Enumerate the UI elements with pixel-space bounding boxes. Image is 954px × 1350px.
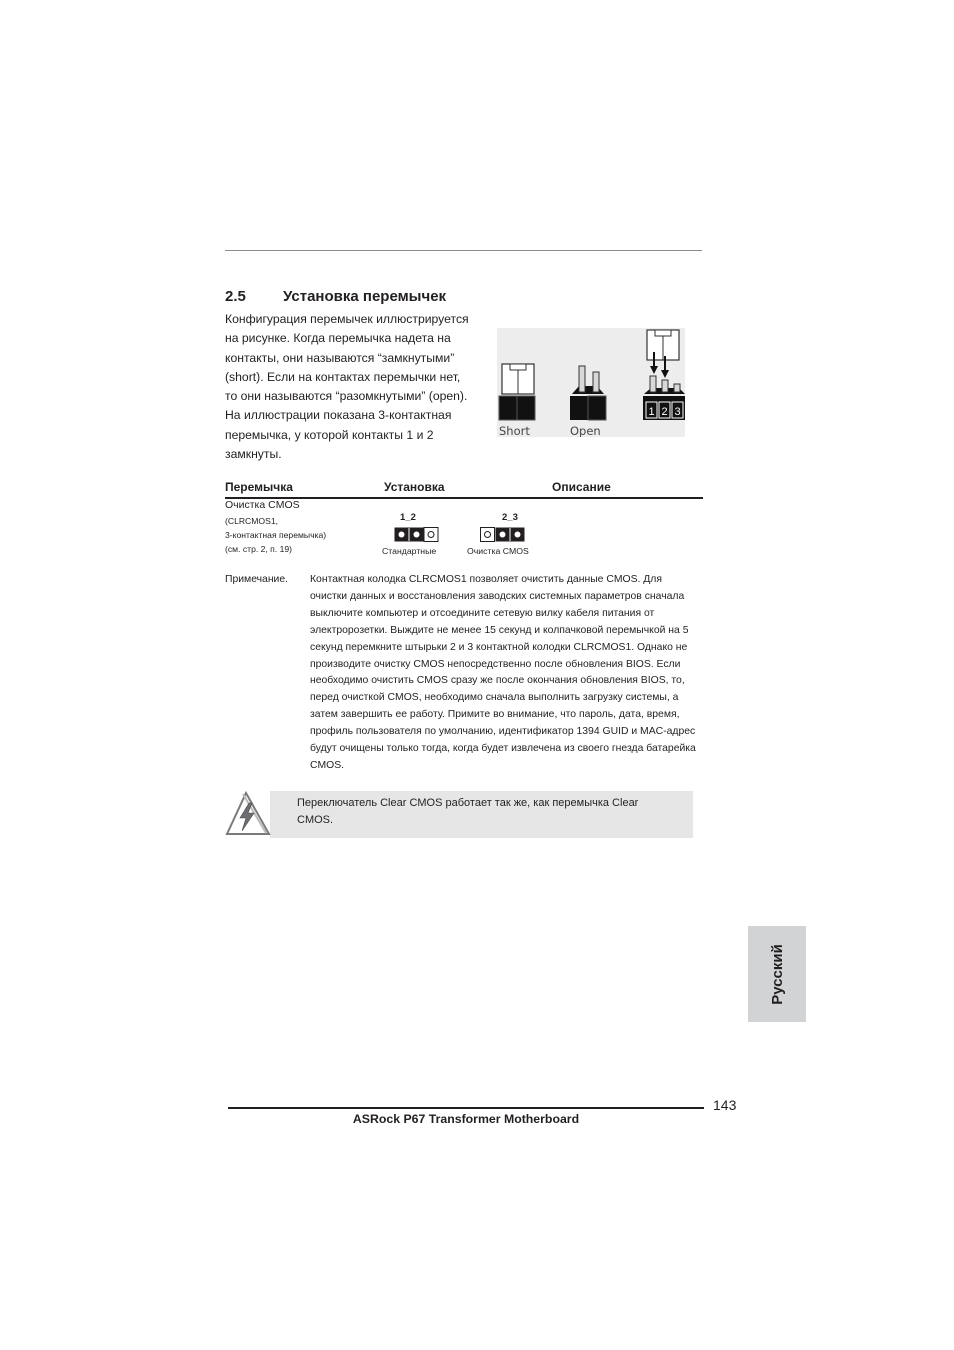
table-header-setting: Установка — [384, 480, 445, 494]
note-text — [310, 572, 703, 775]
language-tab-label-wrapper — [748, 926, 806, 1022]
section-heading — [225, 288, 446, 305]
jumper-name: Очистка CMOS — [225, 499, 300, 511]
intro-line: замкнуты. — [225, 447, 282, 462]
intro-line: Конфигурация перемычек иллюстрируется — [225, 312, 469, 326]
intro-line: перемычка, у которой контакты 1 и 2 — [225, 427, 434, 442]
intro-line: (short). Если на контактах перемычки нет, — [225, 369, 461, 384]
section-title: Установка перемычек — [283, 288, 447, 305]
lightning-warning-icon — [225, 791, 271, 842]
default-pin-header-icon — [394, 527, 439, 547]
note-line: перед очисткой CMOS, необходимо сначала выполнить загрузку системы, а — [310, 692, 679, 704]
note-line: будут очищены только тогда, когда будет извлечена из своего гнезда батарейка — [310, 743, 696, 755]
open-jumper-graphic — [570, 366, 606, 420]
note-line: производите очистку CMOS непосредственно после обновления BIOS. Если — [310, 658, 681, 670]
page-number: 143 — [713, 1097, 737, 1113]
intro-line: то они называются “разомкнутыми” (open). — [225, 389, 468, 404]
note-line: необходимо очистить CMOS сразу же после окончания обновления BIOS, то, — [310, 675, 685, 687]
table-header-description: Описание — [552, 480, 611, 494]
note-line: выключите компьютер и отсоедините сетевую вилку кабеля питания от — [310, 607, 655, 619]
caution-line: Переключатель Clear CMOS работает так же, как перемычка Clear — [297, 797, 639, 809]
default-pins-label: 1_2 — [400, 512, 416, 523]
note-line: электророзетки. Выждите не менее 15 секунд и колпачковой перемычкой на 5 — [310, 624, 689, 636]
top-rule — [225, 250, 702, 251]
note-line: CMOS. — [310, 759, 345, 771]
intro-line: контакты, они называются “замкнутыми” — [225, 350, 455, 365]
three-pin-jumper-graphic — [643, 330, 685, 420]
caution-line: CMOS. — [297, 814, 334, 826]
pin-number-3: 3 — [674, 406, 681, 418]
jumper-detail: (CLRCMOS1, — [225, 516, 279, 526]
pin-number-1: 1 — [648, 406, 655, 418]
section-number: 2.5 — [225, 288, 246, 305]
note-line: затем завершить ее работу. Примите во внимание, что пароль, дата, время, — [310, 709, 680, 721]
footer-rule — [228, 1107, 704, 1109]
jumper-illustration — [497, 328, 685, 437]
clear-pins-label: 2_3 — [502, 512, 518, 523]
intro-paragraph — [225, 310, 490, 464]
clear-pin-header-icon — [480, 527, 525, 547]
intro-line: на рисунке. Когда перемычка надета на — [225, 331, 451, 346]
jumper-detail: 3-контактная перемычка) — [225, 530, 327, 540]
intro-line: На иллюстрации показана 3-контактная — [225, 408, 452, 423]
clear-caption: Очистка CMOS — [467, 546, 529, 556]
short-label: Short — [499, 424, 530, 437]
table-header-jumper: Перемычка — [225, 480, 293, 494]
open-label: Open — [570, 424, 601, 437]
caution-text — [297, 795, 677, 829]
language-tab-label: Русский — [768, 943, 786, 1005]
footer-title: ASRock P67 Transformer Motherboard — [352, 1112, 580, 1126]
note-line: секунд перемкните штырьки 2 и 3 контактной колодки CLRCMOS1. Однако не — [310, 641, 688, 653]
jumper-detail: (см. стр. 2, п. 19) — [225, 544, 293, 554]
note-line: Контактная колодка CLRCMOS1 позволяет очистить данные CMOS. Для — [310, 574, 662, 585]
default-caption: Стандартные — [382, 546, 437, 556]
jumper-illustration-graphic — [497, 328, 685, 437]
short-jumper-graphic — [499, 364, 535, 420]
pin-number-2: 2 — [661, 406, 668, 418]
note-line: профиль пользователя по умолчанию, идентификатор 1394 GUID и MAC-адрес — [310, 726, 696, 738]
note-label: Примечание. — [225, 574, 289, 585]
note-line: очистки данных и восстановления заводских системных параметров сначала — [310, 590, 685, 602]
